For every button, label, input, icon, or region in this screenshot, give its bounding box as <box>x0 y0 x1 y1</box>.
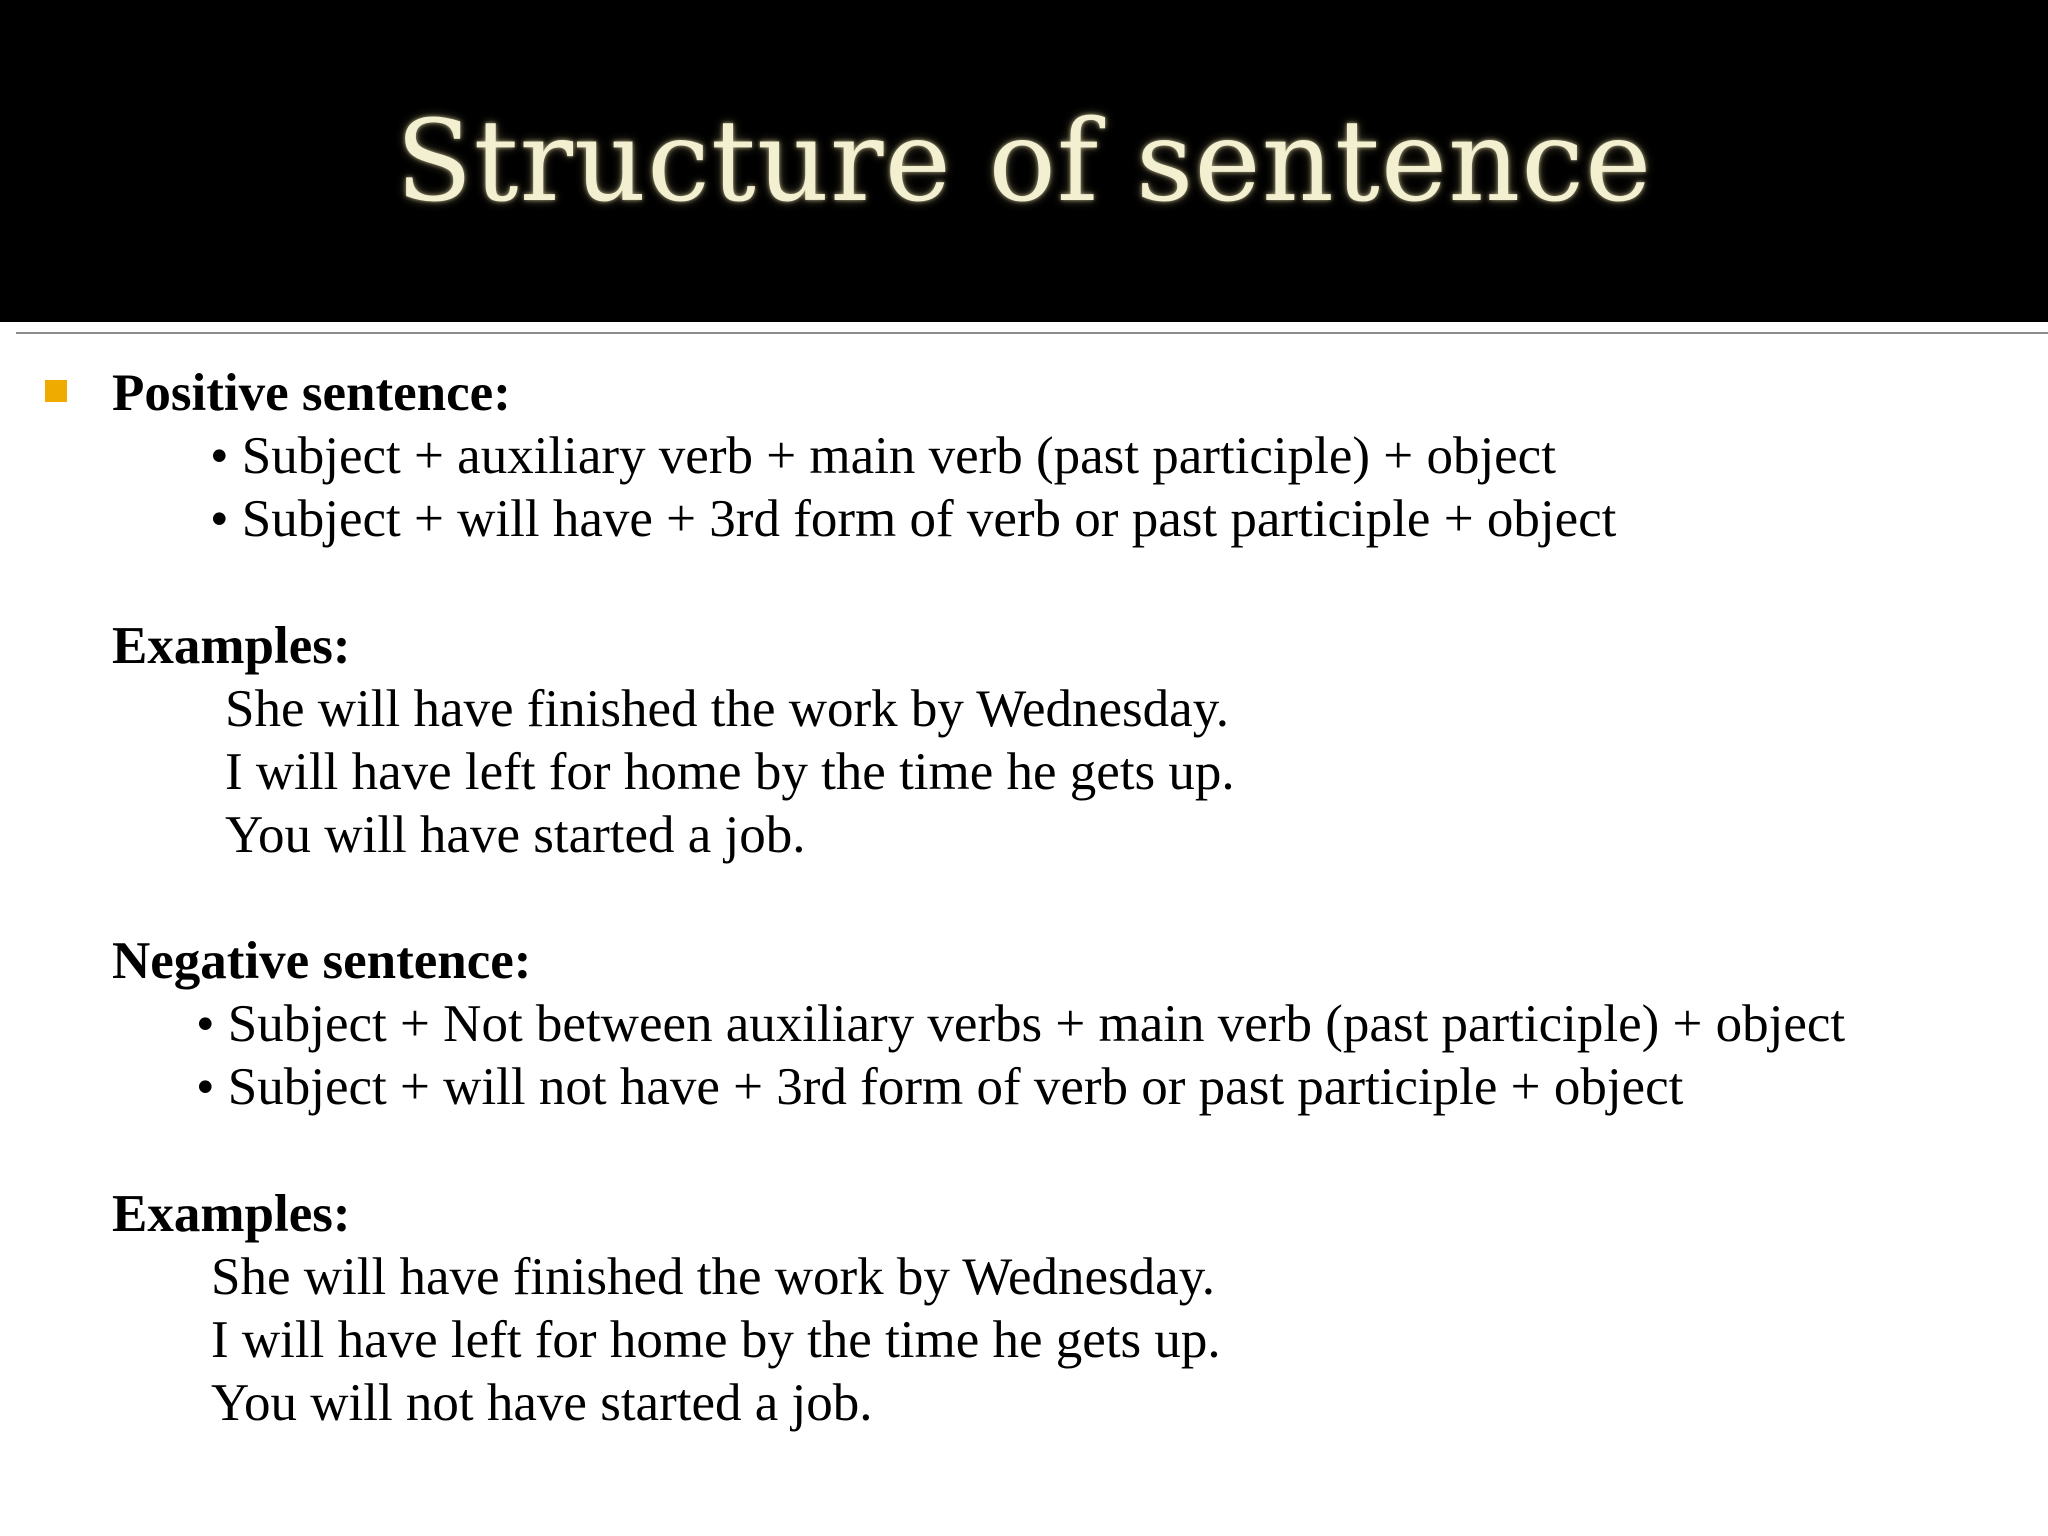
positive-structure-2: • Subject + will have + 3rd form of verb or past participle + object <box>210 490 1617 548</box>
negative-heading: Negative sentence: <box>112 932 532 990</box>
positive-heading: Positive sentence: <box>112 364 511 422</box>
negative-example-1: She will have finished the work by Wednesday. <box>211 1248 1215 1306</box>
positive-example-1: She will have finished the work by Wednesday. <box>225 680 1229 738</box>
divider-line <box>16 332 2048 334</box>
positive-examples-heading: Examples: <box>112 617 351 675</box>
negative-structure-1: • Subject + Not between auxiliary verbs + main verb (past participle) + object <box>196 995 1846 1053</box>
negative-structure-2: • Subject + will not have + 3rd form of verb or past participle + object <box>196 1058 1684 1116</box>
negative-examples-heading: Examples: <box>112 1185 351 1243</box>
slide-title: Structure of sentence <box>395 97 1653 227</box>
title-banner <box>0 0 2048 322</box>
positive-example-3: You will have started a job. <box>225 806 806 864</box>
square-bullet-icon <box>45 380 67 402</box>
negative-example-3: You will not have started a job. <box>211 1374 873 1432</box>
positive-structure-1: • Subject + auxiliary verb + main verb (past participle) + object <box>210 427 1556 485</box>
negative-example-2: I will have left for home by the time he gets up. <box>211 1311 1221 1369</box>
positive-example-2: I will have left for home by the time he gets up. <box>225 743 1235 801</box>
